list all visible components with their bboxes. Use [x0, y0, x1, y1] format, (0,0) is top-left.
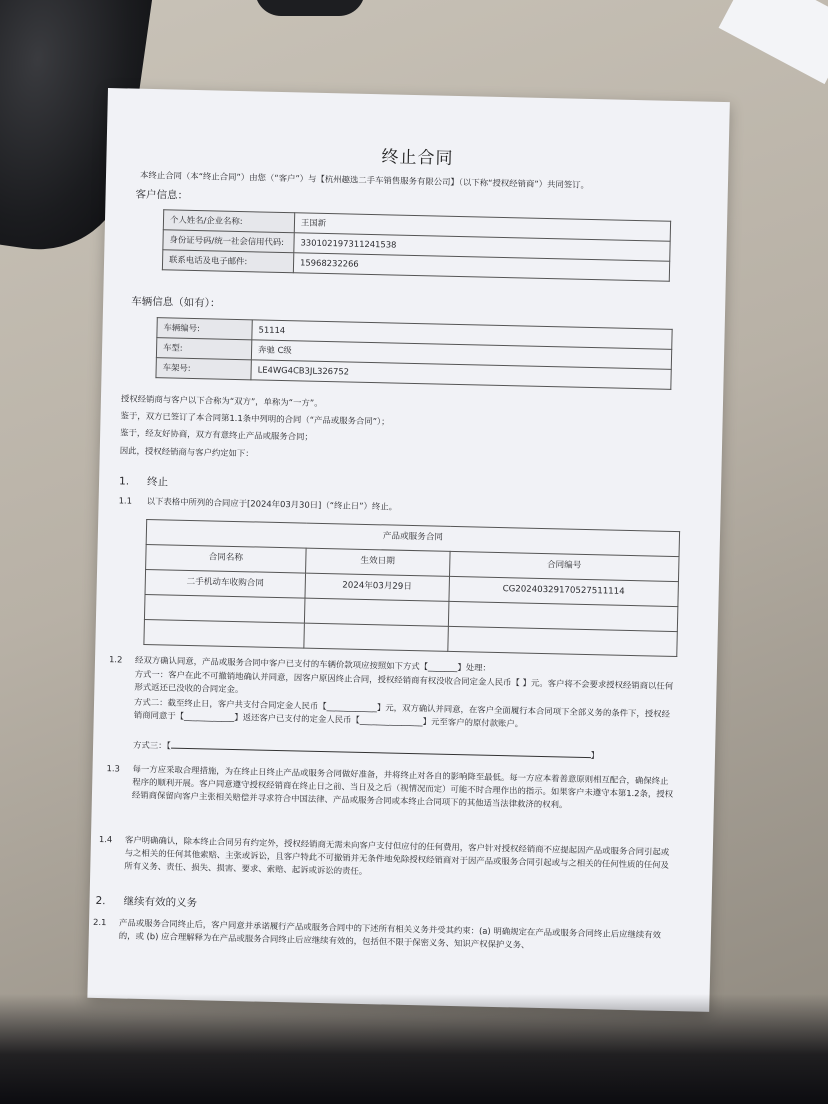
paper-corner	[719, 0, 828, 84]
method-3-label: 方式三：【	[132, 739, 171, 751]
clause-1-2-method-1: 方式一：客户在此不可撤销地确认并同意，因客户原因终止合同，授权经销商有权没收合同定金人民币【 】元。客户将不会要求授权经销商以任何形式返还已没收的合同定金。	[134, 668, 674, 695]
table-cell-value: 15968232266	[293, 253, 669, 282]
clause-1-3-number: 1.3	[106, 763, 121, 774]
table-cell-label: 车架号:	[156, 358, 251, 380]
document-page	[87, 88, 729, 1012]
contract-table-caption: 产品或服务合同	[146, 519, 679, 556]
table-cell: 二手机动车收购合同	[145, 569, 305, 598]
clause-1-3-text: 每一方应采取合理措施，为在终止日终止产品或服务合同做好准备，并将终止对各自的影响降至最低。每一方应本着善意原则相互配合，确保终止程序的顺利开展。客户同意遵守授权经销商在终止日之前、当日及之后（视情况而定）可能不时合理作出的指示。如果客户未遵守本第1.2条，授权经销商保留向客户主张相关赔偿并寻求符合中国法律、产品或服务合同或本终止合同项下的其他适当法律救济的权利。	[131, 763, 674, 810]
clause-1-2-number: 1.2	[108, 654, 123, 665]
vehicle-info-heading: 车辆信息（如有）：	[131, 295, 221, 310]
table-cell: CG20240329170527511114	[449, 576, 679, 606]
desk-object	[255, 0, 365, 16]
table-cell-value: 王国新	[294, 213, 670, 242]
section-1-title: 终止	[146, 475, 169, 489]
table-cell-value: LE4WG4CB3JL326752	[251, 360, 671, 390]
document-title: 终止合同	[381, 147, 454, 169]
table-cell-label: 车型:	[156, 338, 251, 360]
customer-info-heading: 客户信息：	[135, 188, 189, 202]
clause-1-2-text: 经双方确认同意，产品或服务合同中客户已支付的车辆价款项应按照如下方式【_______】处理：	[134, 654, 491, 673]
section-2-number: 2.	[95, 894, 106, 908]
table-cell	[144, 619, 304, 648]
customer-info-table	[162, 209, 671, 282]
method-3-blank	[171, 739, 591, 759]
method-3-end: 】	[590, 750, 600, 761]
table-cell	[304, 598, 448, 626]
clause-1-2-method-2: 方式二：截至终止日，客户共支付合同定金人民币【____________】元，双方确认并同意，在客户全面履行本合同项下全部义务的条件下，授权经销商同意于【____________】返还客户已支付的定金人民币【_______________】元至客户的原付款账户。	[133, 696, 671, 729]
table-cell-label: 个人姓名/企业名称:	[163, 210, 294, 233]
recitals	[120, 390, 701, 472]
table-cell-label: 车辆编号:	[157, 318, 252, 340]
clause-1-1-number: 1.1	[118, 495, 133, 506]
clause-1-4-text: 客户明确确认，除本终止合同另有约定外，授权经销商无需未向客户支付但应付的任何费用，客户针对授权经销商不应提起因产品或服务合同引起或与之相关的任何其他索赔、主张或诉讼，且客户特此不可撤销并无条件地免除授权经销商对于因产品或服务合同引起或与之相关的任何性质的任何及所有义务、责任、损失、损害、要求、索赔、起诉或诉讼的责任。	[124, 834, 670, 877]
desk-shadow	[0, 994, 828, 1104]
table-cell	[448, 626, 678, 656]
column-header: 合同编号	[449, 551, 679, 581]
intro-paragraph: 本终止合同（本“终止合同”）由您（“客户”）与【杭州趣选二手车销售服务有限公司】（以下称“授权经销商”）共同签订。	[139, 169, 590, 190]
recital-line: 授权经销商与客户以下合称为“双方”，单称为“一方”。	[120, 393, 323, 408]
section-2-title: 继续有效的义务	[123, 895, 198, 910]
section-1-number: 1.	[118, 475, 130, 488]
clause-2-1-number: 2.1	[92, 916, 107, 928]
clause-1-1-text: 以下表格中所列的合同应于[2024年03月30日]（“终止日”）终止。	[146, 495, 398, 512]
column-header: 合同名称	[146, 544, 306, 573]
clause-1-4-number: 1.4	[98, 833, 113, 845]
table-cell: 2024年03月29日	[305, 573, 449, 601]
recital-line: 鉴于，经友好协商，双方有意终止产品或服务合同；	[120, 427, 313, 443]
table-cell-value: 51114	[252, 320, 672, 350]
column-header: 生效日期	[305, 548, 449, 576]
table-cell-value: 奔驰 C级	[251, 340, 671, 370]
recital-line: 鉴于，双方已签订了本合同第1.1条中列明的合同（“产品或服务合同”）；	[120, 410, 390, 427]
recital-line: 因此，授权经销商与客户约定如下：	[119, 445, 254, 459]
clause-2-1-text: 产品或服务合同终止后，客户同意并承诺履行产品或服务合同中的下述所有相关义务并受其约束：(a) 明确规定在产品或服务合同终止后应继续有效的，或 (b) 应合理解释为在产品或服务合同终止后应继续有效的，包括但不限于保密义务、知识产权保护义务、	[118, 917, 661, 950]
vehicle-info-table	[155, 317, 672, 390]
table-cell	[144, 594, 304, 623]
table-cell	[304, 623, 448, 651]
clause-1-2-method-3	[133, 738, 673, 764]
contract-table	[143, 519, 680, 657]
table-cell-label: 联系电话及电子邮件:	[162, 250, 293, 273]
table-cell-label: 身份证号码/统一社会信用代码:	[163, 230, 294, 253]
table-cell-value: 330102197311241538	[294, 233, 670, 262]
